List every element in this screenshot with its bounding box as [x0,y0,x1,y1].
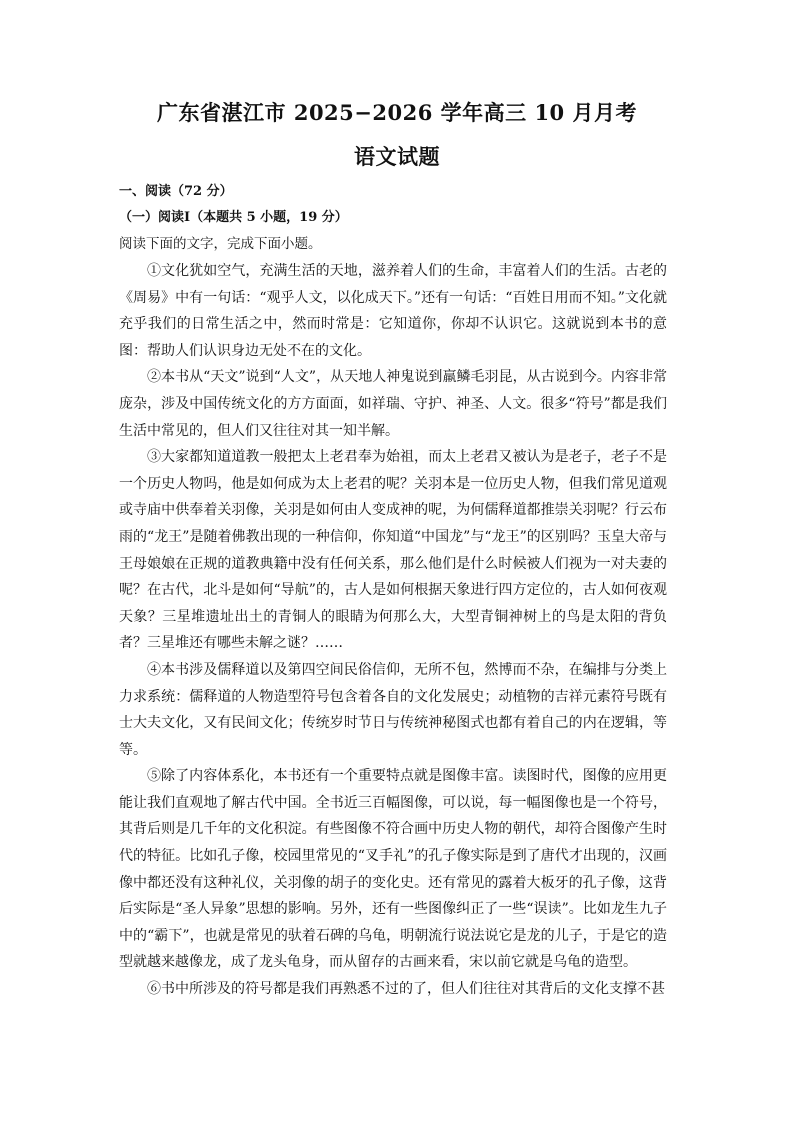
paragraph-5: ⑤除了内容体系化，本书还有一个重要特点就是图像丰富。读图时代，图像的应用更能让我们直观地了解古代中国。全书近三百幅图像，可以说，每一幅图像也是一个符号，其背后则是几千年的文化积淀。有些图像不符合画中历史人物的朝代，却符合图像产生时代的特征。比如孔子像，校园里常见的“叉手礼”的孔子像实际是到了唐代才出现的，汉画像中都还没有这种礼仪，关羽像的胡子的变化史。还有常见的露着大板牙的孔子像，这背后实际是“圣人异象”思想的影响。另外，还有一些图像纠正了一些“误读”。比如龙生九子中的“霸下”，也就是常见的驮着石碑的乌龟，明朝流行说法说它是龙的儿子，于是它的造型就越来越像龙，成了龙头龟身，而从留存的古画来看，宋以前它就是乌龟的造型。 [119,768,667,971]
section-heading: 一、阅读（72 分） [119,184,233,199]
document-title: 广东省湛江市 2025−2026 学年高三 10 月月考 [157,100,637,125]
reading-passage [119,258,667,1003]
reading-instruction: 阅读下面的文字，完成下面小题。 [119,236,322,252]
paragraph-2: ②本书从“天文”说到“人文”，从天地人神鬼说到羸鳞毛羽昆，从古说到今。内容非常庞杂，涉及中国传统文化的方方面面，如祥瑞、守护、神圣、人文。很多“符号”都是我们生活中常见的，但人们又往往对其一知半解。 [119,369,667,439]
paragraph-1: ①文化犹如空气，充满生活的天地，滋养着人们的生命，丰富着人们的生活。古老的《周易》中有一句话：“观乎人文，以化成天下。”还有一句话：“百姓日用而不知。”文化就充乎我们的日常生活之中，然而时常是：它知道你，你却不认识它。这就说到本书的意图：帮助人们认识身边无处不在的文化。 [119,263,667,359]
paragraph-6: ⑥书中所涉及的符号都是我们再熟悉不过的了，但人们往往对其背后的文化支撑不甚 [147,981,665,998]
subsection-heading: （一）阅读Ⅰ（本题共 5 小题，19 分） [119,210,348,225]
paragraph-3: ③大家都知道道教一般把太上老君奉为始祖，而太上老君又被认为是老子，老子不是一个历史人物吗，他是如何成为太上老君的呢？关羽本是一位历史人物，但我们常见道观或寺庙中供奉着关羽像，关羽是如何由人变成神的呢，为何儒释道都推崇关羽呢？行云布雨的“龙王”是随着佛教出现的一种信仰，你知道“中国龙”与“龙王”的区别吗？玉皇大帝与王母娘娘在正规的道教典籍中没有任何关系，那么他们是什么时候被人们视为一对夫妻的呢？在古代，北斗是如何“导航”的，古人是如何根据天象进行四方定位的，古人如何夜观天象？三星堆遗址出土的青铜人的眼睛为何那么大，大型青铜神树上的鸟是太阳的背负者？三星堆还有哪些未解之谜？…… [119,449,667,652]
document-subtitle: 语文试题 [354,144,440,169]
paragraph-4: ④本书涉及儒释道以及第四空间民俗信仰，无所不包，然博而不杂，在编排与分类上力求系统：儒释道的人物造型符号包含着各自的文化发展史；动植物的吉祥元素符号既有士大夫文化，又有民间文化；传统岁时节日与传统神秘图式也都有着自己的内在逻辑，等等。 [119,661,667,758]
